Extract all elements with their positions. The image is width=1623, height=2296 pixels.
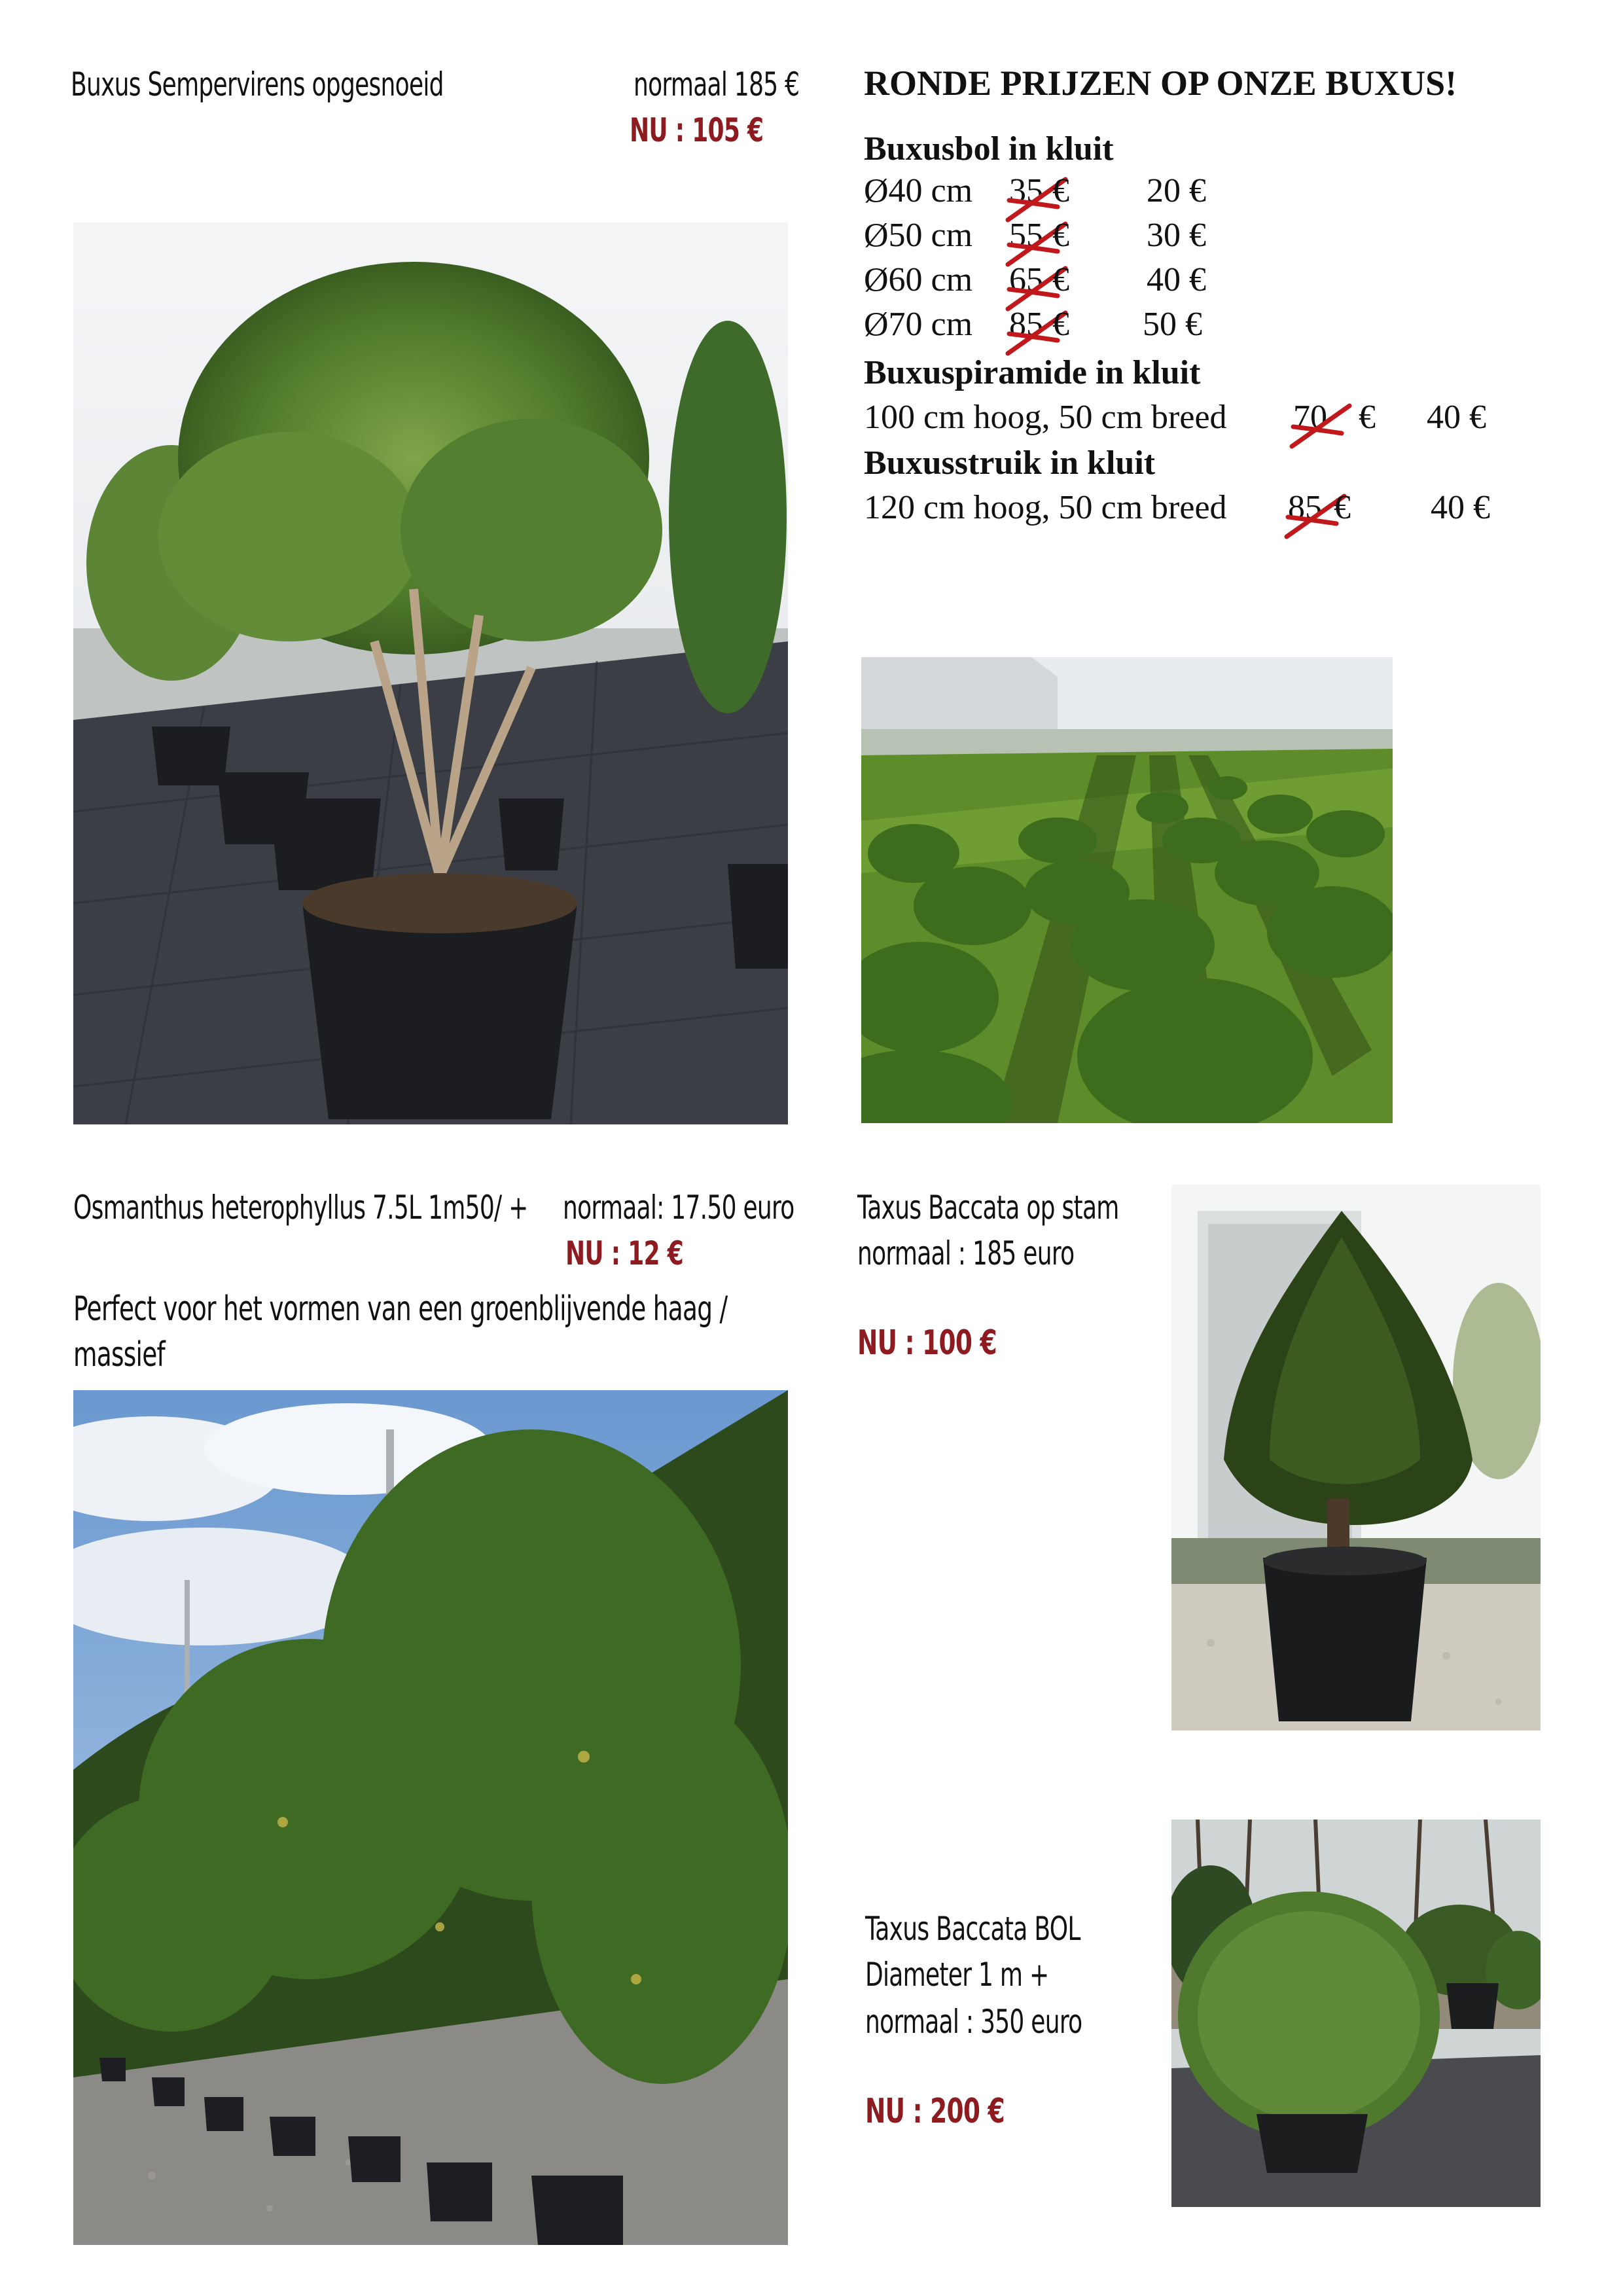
new-price: 20 € bbox=[1147, 172, 1206, 209]
osmanthus-photo bbox=[73, 1390, 788, 2245]
taxus-stam-sale-price: NU : 100 € bbox=[857, 1323, 997, 1363]
osmanthus-description-line2: massief bbox=[73, 1335, 166, 1374]
osmanthus-title: Osmanthus heterophyllus 7.5L 1m50/ + bbox=[73, 1189, 528, 1227]
size-label: Ø70 cm bbox=[864, 306, 973, 343]
taxus-stam-normal-price: normaal : 185 euro bbox=[857, 1234, 1075, 1272]
buxuspiramide-row bbox=[864, 398, 1518, 444]
taxus-bol-sale-price: NU : 200 € bbox=[865, 2092, 1005, 2131]
currency: € bbox=[1052, 261, 1069, 298]
currency: € bbox=[1052, 172, 1069, 209]
new-price: 40 € bbox=[1147, 261, 1206, 298]
new-price: 40 € bbox=[1427, 399, 1486, 436]
currency: € bbox=[1334, 489, 1351, 526]
old-price: 70 bbox=[1293, 398, 1327, 437]
buxusstruik-title: Buxusstruik in kluit bbox=[864, 444, 1156, 482]
currency: € bbox=[1359, 399, 1376, 436]
buxusbol-row-40 bbox=[864, 171, 1206, 210]
osmanthus-normal-price: normaal: 17.50 euro bbox=[563, 1189, 794, 1227]
size-label: Ø60 cm bbox=[864, 261, 973, 298]
strikethrough-mark bbox=[1289, 401, 1352, 452]
size-description: 120 cm hoog, 50 cm breed bbox=[864, 489, 1227, 526]
buxus-opgesnoeid-sale-price: NU : 105 € bbox=[630, 111, 764, 149]
buxuspiramide-title: Buxuspiramide in kluit bbox=[864, 354, 1201, 391]
taxus-bol-normal-price: normaal : 350 euro bbox=[865, 2003, 1082, 2041]
buxus-opgesnoeid-normal-price: normaal 185 € bbox=[633, 65, 800, 103]
buxus-field-photo bbox=[861, 657, 1393, 1123]
taxus-stam-title: Taxus Baccata op stam bbox=[857, 1189, 1119, 1227]
taxus-bol-photo bbox=[1171, 1820, 1541, 2207]
taxus-bol-title: Taxus Baccata BOL bbox=[865, 1910, 1080, 1948]
buxusbol-row-70 bbox=[864, 305, 1202, 344]
size-label: Ø50 cm bbox=[864, 217, 973, 254]
buxusbol-row-60 bbox=[864, 260, 1206, 299]
currency: € bbox=[1052, 306, 1069, 343]
old-price: 65 bbox=[1009, 260, 1043, 299]
new-price: 50 € bbox=[1143, 306, 1202, 343]
buxus-opgesnoeid-title: Buxus Sempervirens opgesnoeid bbox=[71, 65, 444, 103]
buxusbol-price-list bbox=[864, 171, 1453, 355]
round-prices-heading: RONDE PRIJZEN OP ONZE BUXUS! bbox=[864, 63, 1457, 103]
osmanthus-sale-price: NU : 12 € bbox=[565, 1234, 684, 1272]
buxusbol-row-50 bbox=[864, 216, 1206, 255]
size-label: Ø40 cm bbox=[864, 172, 973, 209]
size-description: 100 cm hoog, 50 cm breed bbox=[864, 399, 1227, 436]
buxusstruik-row bbox=[864, 488, 1518, 534]
old-price: 55 bbox=[1009, 216, 1043, 255]
taxus-bol-diameter: Diameter 1 m + bbox=[865, 1956, 1049, 1994]
old-price: 85 bbox=[1009, 305, 1043, 344]
taxus-stam-photo bbox=[1171, 1185, 1541, 1731]
new-price: 30 € bbox=[1147, 217, 1206, 254]
new-price: 40 € bbox=[1431, 489, 1490, 526]
buxus-opgesnoeid-photo bbox=[73, 223, 788, 1124]
currency: € bbox=[1052, 217, 1069, 254]
osmanthus-description-line1: Perfect voor het vormen van een groenblijvende haag / bbox=[73, 1289, 728, 1329]
buxusbol-title: Buxusbol in kluit bbox=[864, 130, 1114, 168]
old-price: 85 bbox=[1288, 488, 1322, 527]
old-price: 35 bbox=[1009, 171, 1043, 210]
